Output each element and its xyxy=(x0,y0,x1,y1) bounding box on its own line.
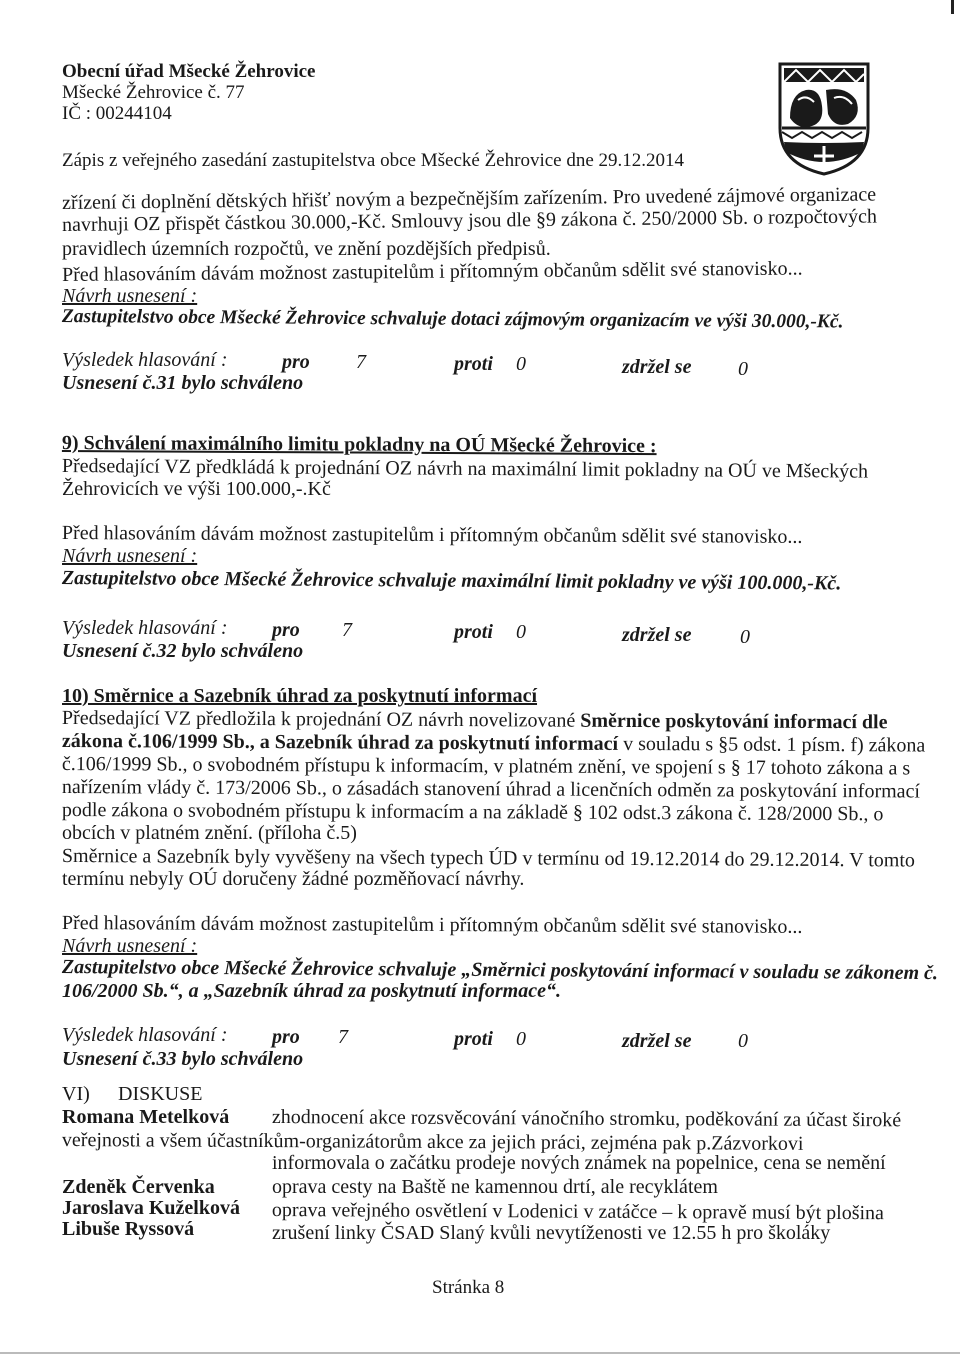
discussion-heading: DISKUSE xyxy=(118,1083,203,1105)
section-10-line: nařízením vlády č. 173/2006 Sb., o zásadách stanovení úhrad a licenčních odměn za poskytování informací xyxy=(61,776,921,803)
vote-pro-label: pro xyxy=(272,1026,300,1048)
office-name: Obecní úřad Mšecké Žehrovice xyxy=(62,61,316,82)
speaker-name: Jaroslava Kuželková xyxy=(62,1197,240,1219)
vote-proti-label: proti xyxy=(454,353,493,375)
intro-line: navrhuji OZ přispět částkou 30.000,-Kč. Smlouvy jsou dle §9 zákona č. 250/2000 Sb. o rozpočtových xyxy=(62,205,878,236)
proposal-label: Návrh usnesení : xyxy=(62,935,198,957)
page-number: Stránka 8 xyxy=(432,1277,505,1298)
section-10-before-vote: Před hlasováním dávám možnost zastupitelům i přítomným občanům sdělit své stanovisko... xyxy=(61,912,803,938)
office-address: Mšecké Žehrovice č. 77 xyxy=(62,82,245,103)
section-10-line-bold: zákona č.106/1999 Sb., a Sazebník úhrad za poskytnutí informací xyxy=(61,730,619,755)
section-9-heading: 9) Schválení maximálního limitu pokladny na OÚ Mšecké Žehrovice : xyxy=(61,432,657,458)
discussion-text: zhodnocení akce rozsvěcování vánočního stromku, poděkování za účast široké xyxy=(271,1106,902,1132)
vote-proti-count: 0 xyxy=(516,621,526,643)
scan-bottom-edge xyxy=(0,1352,960,1354)
vote-abstain-count: 0 xyxy=(738,1030,748,1052)
vote-abstain-label: zdržel se xyxy=(622,624,692,646)
intro-line: Před hlasováním dávám možnost zastupitelům i přítomným občanům sdělit své stanovisko... xyxy=(62,257,803,286)
scan-edge-mark xyxy=(951,0,954,14)
section-9-line: Předsedající VZ předkládá k projednání OZ návrh na maximální limit pokladny na OÚ ve Mšeckých xyxy=(61,455,869,483)
section-10-line: Směrnice a Sazebník byly vyvěšeny na všech typech ÚD v termínu od 19.12.2014 do 29.12.2014. V tomto xyxy=(61,845,916,872)
section-10-line: č.106/1999 Sb., o svobodném přístupu k informacím, v platném znění, ve spojení s § 17 tohoto zákona a s xyxy=(61,753,911,780)
speaker-name: Zdeněk Červenka xyxy=(62,1176,215,1198)
vote-pro-count: 7 xyxy=(338,1026,348,1048)
resolution-result: Usnesení č.33 bylo schváleno xyxy=(62,1048,304,1070)
discussion-item: oprava veřejného osvětlení v Lodenici v zatáčce – k opravě musí být plošina xyxy=(271,1199,885,1225)
section-10-line-text: Předsedající VZ předložila k projednání OZ návrh novelizované xyxy=(61,707,581,732)
intro-line: pravidlech územních rozpočtů, ve znění pozdějších předpisů. xyxy=(62,238,551,260)
section-10-line: termínu nebyly OÚ doručeny žádné pozměňovací návrhy. xyxy=(62,868,525,890)
section-10-heading: 10) Směrnice a Sazebník úhrad za poskytnutí informací xyxy=(62,685,538,707)
resolution-result: Usnesení č.31 bylo schváleno xyxy=(62,372,304,394)
vote-label: Výsledek hlasování : xyxy=(62,1024,228,1046)
vote-label: Výsledek hlasování : xyxy=(62,349,228,371)
vote-pro-label: pro xyxy=(282,351,310,373)
resolution-32: Zastupitelstvo obce Mšecké Žehrovice schvaluje maximální limit pokladny ve výši 100.000,-Kč. xyxy=(61,567,842,595)
discussion-text: veřejnosti a všem účastníkům-organizátorům akce za jejich práci, zejména pak p.Zázvorkovi xyxy=(61,1129,804,1155)
vote-abstain-count: 0 xyxy=(740,626,750,648)
vote-abstain-label: zdržel se xyxy=(622,1030,692,1052)
intro-line: zřízení či doplnění dětských hřišť novým a bezpečnějším zařízením. Pro uvedené zájmové organizace xyxy=(62,183,877,214)
vote-proti-count: 0 xyxy=(516,1028,526,1050)
section-10-line: obcích v platném znění. (příloha č.5) xyxy=(62,822,357,844)
discussion-text: informovala o začátku prodeje nových známek na popelnice, cena se nemění xyxy=(272,1152,886,1174)
office-ic: IČ : 00244104 xyxy=(62,103,172,124)
section-10-line-text: v souladu s §5 odst. 1 písm. f) zákona xyxy=(618,732,926,757)
vote-pro-count: 7 xyxy=(356,351,366,373)
vote-proti-count: 0 xyxy=(516,353,526,375)
section-10-line: podle zákona o svobodném přístupu k informacím a na základě § 102 odst.3 zákona č. 128/2000 Sb., o xyxy=(61,799,884,826)
vote-proti-label: proti xyxy=(454,621,493,643)
proposal-label: Návrh usnesení : xyxy=(62,545,198,567)
resolution-30: Zastupitelstvo obce Mšecké Žehrovice schvaluje dotaci zájmovým organizacím ve výši 30.000,-Kč. xyxy=(61,306,844,333)
speaker-name: Romana Metelková xyxy=(62,1106,230,1128)
minutes-title: Zápis z veřejného zasedání zastupitelstva obce Mšecké Žehrovice dne 29.12.2014 xyxy=(62,150,685,171)
vote-abstain-label: zdržel se xyxy=(622,356,692,378)
section-9-line: Žehrovicích ve výši 100.000,-.Kč xyxy=(62,478,331,500)
resolution-33-line: 106/2000 Sb.“, a „Sazebník úhrad za poskytnutí informace“. xyxy=(62,980,561,1002)
vote-pro-label: pro xyxy=(272,619,300,641)
resolution-result: Usnesení č.32 bylo schváleno xyxy=(62,640,304,662)
coat-of-arms-icon xyxy=(776,60,872,178)
proposal-label: Návrh usnesení : xyxy=(62,285,198,307)
vote-abstain-count: 0 xyxy=(738,358,748,380)
section-10-line-bold: Směrnice poskytování informací dle xyxy=(580,709,888,734)
resolution-33-line: Zastupitelstvo obce Mšecké Žehrovice schvaluje „Směrnici poskytování informací v souladu se zákonem č. xyxy=(61,956,939,985)
section-9-before-vote: Před hlasováním dávám možnost zastupitelům i přítomným občanům sdělit své stanovisko... xyxy=(61,522,803,548)
speaker-name: Libuše Ryssová xyxy=(62,1218,195,1240)
discussion-heading-number: VI) xyxy=(62,1083,90,1105)
discussion-item: oprava cesty na Baště ne kamennou drtí, ale recyklátem xyxy=(272,1176,718,1198)
vote-pro-count: 7 xyxy=(342,619,352,641)
discussion-item: zrušení linky ČSAD Slaný kvůli nevytíženosti ve 12.55 h pro školáky xyxy=(272,1222,831,1244)
vote-label: Výsledek hlasování : xyxy=(62,617,228,639)
vote-proti-label: proti xyxy=(454,1028,493,1050)
